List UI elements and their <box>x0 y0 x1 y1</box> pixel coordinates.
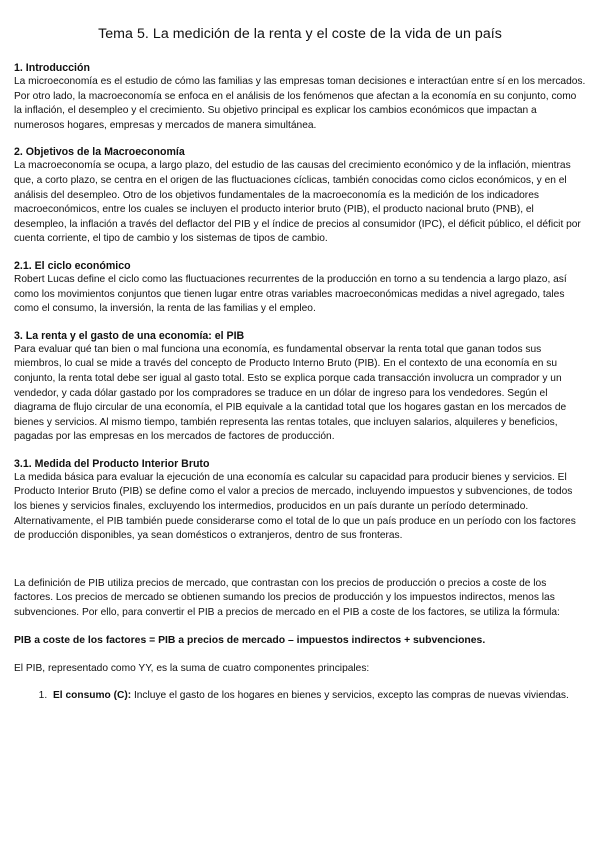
section-heading: 1. Introducción <box>14 62 90 74</box>
list-item-text: Incluye el gasto de los hogares en bienes y servicios, excepto las compras de nuevas viviendas. <box>131 690 569 702</box>
definicion-paragraph: La definición de PIB utiliza precios de mercado, que contrastan con los precios de producción o precios a coste de los factores. Los precios de mercado se obtienen sumando los precios de producción y los impuestos indirectos, menos las subvenciones. Por ello, para convertir el PIB a precios de mercado en el PIB a coste de los factores, se utiliza la fórmula: <box>14 577 560 619</box>
list-item-term: El consumo (C): <box>53 690 132 702</box>
section-objetivos <box>14 146 586 247</box>
section-paragraph: La microeconomía es el estudio de cómo las familias y las empresas toman decisiones e interactúan entre sí en los mercados. Por otro lado, la macroeconomía se enfoca en el análisis de los fenómenos que afectan a la economía en su conjunto, como la inflación, el desempleo y el crecimiento. Su objetivo principal es explicar los cambios económicos que impactan a numerosos hogares, empresas y mercados de manera simultánea. <box>14 76 586 131</box>
section-heading: 2.1. El ciclo económico <box>14 259 131 272</box>
section-introduccion <box>14 62 586 133</box>
componentes-list <box>14 689 586 704</box>
section-ciclo-economico <box>14 260 586 317</box>
section-paragraph: La medida básica para evaluar la ejecución de una economía es calcular su capacidad para producir bienes y servicios. El Producto Interior Bruto (PIB) se define como el valor a precios de mercado, incluyendo impuestos y subvenciones, de todos los bienes y servicios finales, excluyendo los intermedios, producidos en un país durante un período determinado. Alternativamente, el PIB también puede considerarse como el total de lo que un país produce en un período con los factores de producción disponibles, ya sean domésticos o extranjeros, dentro de sus fronteras. <box>14 471 576 542</box>
section-heading: 2. Objetivos de la Macroeconomía <box>14 146 185 159</box>
spacer <box>14 557 586 577</box>
page-title: Tema 5. La medición de la renta y el coste de la vida de un país <box>98 26 502 42</box>
list-item <box>50 689 586 704</box>
formula: PIB a coste de los factores = PIB a precios de mercado – impuestos indirectos + subvenciones. <box>14 634 486 646</box>
section-paragraph: Robert Lucas define el ciclo como las fluctuaciones recurrentes de la producción en torno a su tendencia a largo plazo, así como los movimientos conjuntos que tienen lugar entre otras variables macroeconómicas medidas a nivel agregado, tales como el consumo, la inversión, la renta de las familias y el empleo. <box>14 273 567 315</box>
section-medida-pib <box>14 458 586 544</box>
componentes-paragraph: El PIB, representado como YY, es la suma de cuatro componentes principales: <box>14 662 370 674</box>
section-paragraph: La macroeconomía se ocupa, a largo plazo, del estudio de las causas del crecimiento económico y de la inflación, mientras que, a corto plazo, se centra en el origen de las fluctuaciones cíclicas, también conocidas como ciclos económicos, y en el análisis del desempleo. Otro de los objetivos fundamentales de la macroeconomía es la medición de los indicadores macroeconómicos, entre los cuales se incluyen el producto interior bruto (PIB), el producto nacional bruto (PNB), el desempleo, la inflación a través del deflactor del PIB y el índice de precios al consumidor (IPC), el déficit público, el déficit por cuenta corriente, el tipo de cambio y los sistemas de tipos de cambio. <box>14 160 581 245</box>
section-heading: 3.1. Medida del Producto Interior Bruto <box>14 457 210 470</box>
section-renta-gasto <box>14 330 586 445</box>
section-paragraph: Para evaluar qué tan bien o mal funciona una economía, es fundamental observar la renta total que ganan todos sus miembros, lo cual se mide a través del concepto de Producto Interno Bruto (PIB). En el contexto de una economía en su conjunto, la renta total debe ser igual al gasto total. Esto se explica porque cada transacción involucra un comprador y un vendedor, y cada dólar gastado por los compradores se traduce en un dólar de ingreso para los vendedores. Según el diagrama de flujo circular de una economía, el PIB equivale a la cantidad total que los hogares gastan en los mercados de bienes y servicios. Al mismo tiempo, también representa las rentas totales, que incluyen salarios, alquileres y beneficios, pagadas por las empresas en los mercados de factores de producción. <box>14 343 567 443</box>
section-heading: 3. La renta y el gasto de una economía: el PIB <box>14 329 245 342</box>
